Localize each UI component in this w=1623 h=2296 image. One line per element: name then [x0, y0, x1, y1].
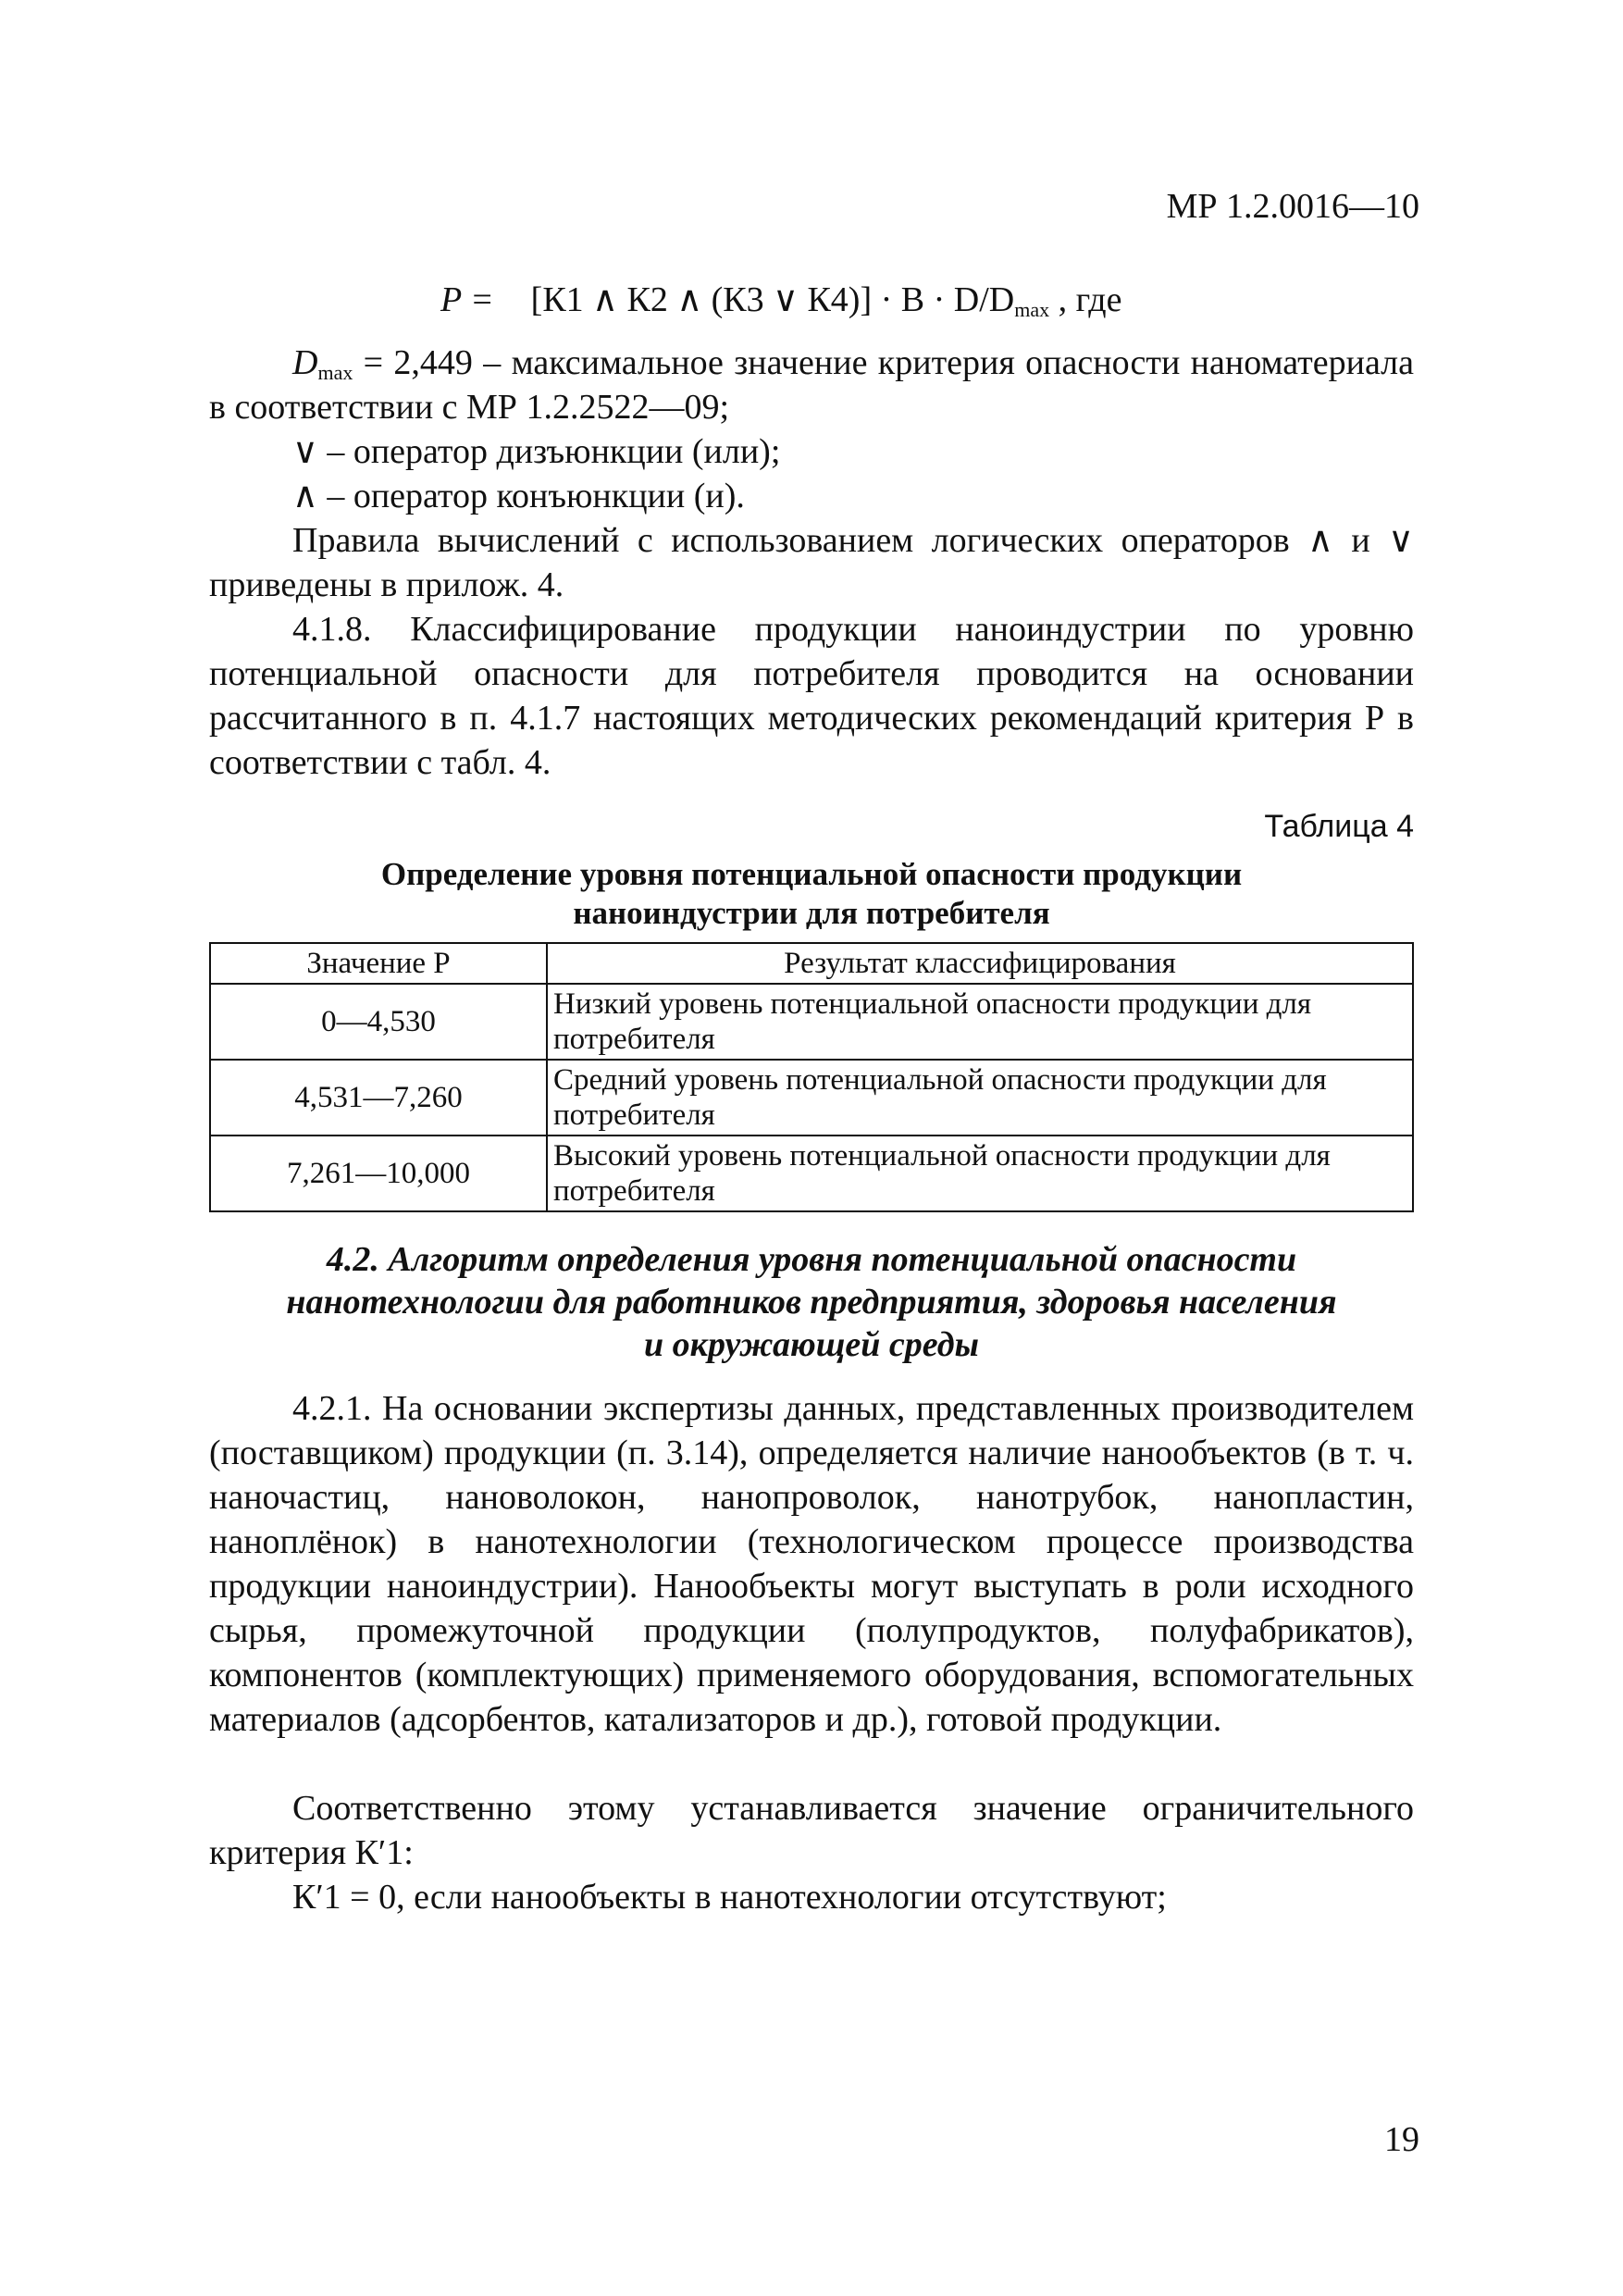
- paragraph-4-2-1: 4.2.1. На основании экспертизы данных, представленных производителем (поставщиком) продукции (п. 3.14), определяется наличие нанообъектов (в т. ч. наночастиц, нановолокон, нанопроволок, нанотрубок, нанопластин, наноплёнок) в нанотехнологии (технологическом процессе производства продукции наноиндустрии). Нанообъекты могут выступать в роли исходного сырья, промежуточной продукции (полупродуктов, полуфабрикатов), компонентов (комплектующих) применяемого оборудования, вспомогательных материалов (адсорбентов, катализаторов и др.), готовой продукции.: [209, 1389, 1414, 1739]
- table-row: [210, 1136, 1413, 1211]
- formula-subscript: max: [1014, 298, 1050, 321]
- table-title-line-1: Определение уровня потенциальной опасности продукции: [380, 856, 1243, 892]
- table-title: [209, 855, 1414, 933]
- rules-paragraph: Правила вычислений с использованием логических операторов ∧ и ∨ приведены в прилож. 4.: [209, 521, 1414, 604]
- table-row: [210, 984, 1413, 1060]
- document-code: МР 1.2.0016—10: [1166, 187, 1419, 226]
- result-cell: Высокий уровень потенциальной опасности продукции для потребителя: [547, 1136, 1413, 1211]
- formula: [209, 278, 1414, 322]
- result-cell: Низкий уровень потенциальной опасности продукции для потребителя: [547, 984, 1413, 1060]
- paragraph-4-1-8: 4.1.8. Классифицирование продукции наноиндустрии по уровню потенциальной опасности для потребителя проводится на основании рассчитанного в п. 4.1.7 настоящих методических рекомендаций критерия Р в соответствии с табл. 4.: [209, 610, 1414, 782]
- p-range-cell: 0—4,530: [210, 984, 547, 1060]
- dmax-text: = 2,449 – максимальное значение критерия опасности наноматериала в соответствии с МР 1.2.2522—09;: [209, 343, 1414, 427]
- k1-condition: К′1 = 0, если нанообъекты в нанотехнологии отсутствуют;: [292, 1878, 1167, 1917]
- page-content: [209, 278, 1414, 1919]
- page-number: 19: [1384, 2120, 1419, 2159]
- section-title-line-2: нанотехнологии для работников предприятия, здоровья населения: [286, 1283, 1337, 1322]
- p-range-cell: 7,261—10,000: [210, 1136, 547, 1211]
- section-title-line-3: и окружающей среды: [644, 1325, 979, 1364]
- paragraph-gap: [209, 1742, 1414, 1786]
- column-header-p-value: Значение Р: [210, 943, 547, 984]
- dmax-definition: [209, 341, 1414, 429]
- section-4-2-title: [209, 1238, 1414, 1366]
- result-cell: Средний уровень потенциальной опасности продукции для потребителя: [547, 1060, 1413, 1136]
- formula-expression: [К1 ∧ К2 ∧ (К3 ∨ К4)] · В · D/D: [530, 280, 1015, 319]
- disjunction-definition: ∨ – оператор дизъюнкции (или);: [292, 432, 781, 471]
- table-title-line-2: наноиндустрии для потребителя: [573, 895, 1050, 931]
- column-header-result: Результат классифицирования: [547, 943, 1413, 984]
- formula-suffix: , где: [1058, 280, 1122, 319]
- table-row: [210, 1060, 1413, 1136]
- dmax-symbol: D: [292, 343, 318, 382]
- formula-lhs: P =: [440, 280, 494, 319]
- classification-table: [209, 942, 1414, 1212]
- conjunction-definition: ∧ – оператор конъюнкции (и).: [292, 477, 745, 515]
- section-title-line-1: 4.2. Алгоритм определения уровня потенциальной опасности: [326, 1240, 1297, 1279]
- dmax-subscript: max: [317, 361, 353, 384]
- criterion-paragraph: Соответственно этому устанавливается значение ограничительного критерия К′1:: [209, 1789, 1414, 1872]
- table-header-row: [210, 943, 1413, 984]
- table-caption: Таблица 4: [1264, 809, 1414, 844]
- p-range-cell: 4,531—7,260: [210, 1060, 547, 1136]
